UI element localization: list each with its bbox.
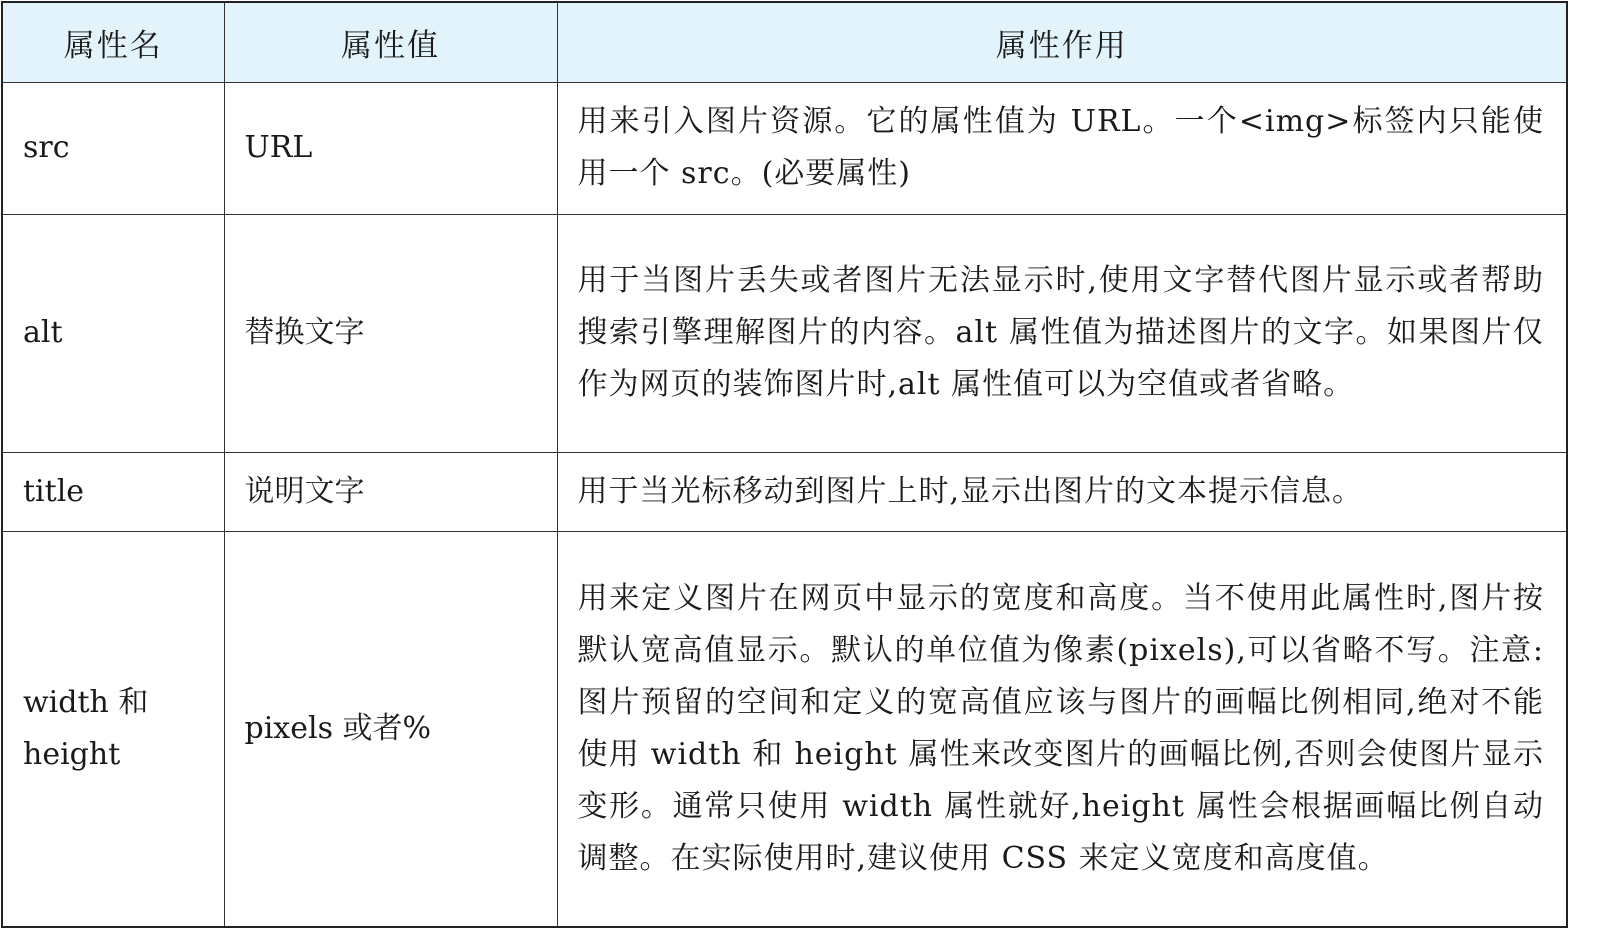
attribute-description-cell: 用来定义图片在网页中显示的宽度和高度。当不使用此属性时,图片按默认宽高值显示。默认的单位值为像素(pixels),可以省略不写。注意:图片预留的空间和定义的宽高值应该与图片的画幅比例相同,绝对不能使用 width 和 height 属性来改变图片的画幅比例,否则会使图片显示变形。通常只使用 width 属性就好,height 属性会根据画幅比例自动调整。在实际使用时,建议使用 CSS 来定义宽度和高度值。 [557, 531, 1567, 927]
attribute-description-cell: 用来引入图片资源。它的属性值为 URL。一个<img>标签内只能使用一个 src。(必要属性) [557, 82, 1567, 214]
attribute-value-cell: URL [224, 82, 557, 214]
table-header-row [2, 2, 1567, 82]
attribute-name-cell: alt [2, 214, 224, 452]
attribute-name-cell: title [2, 452, 224, 531]
table-row [2, 531, 1567, 927]
table-row [2, 214, 1567, 452]
attribute-description-cell: 用于当光标移动到图片上时,显示出图片的文本提示信息。 [557, 452, 1567, 531]
table-row [2, 452, 1567, 531]
table-row [2, 82, 1567, 214]
attribute-value-cell: 说明文字 [224, 452, 557, 531]
attribute-name-cell: src [2, 82, 224, 214]
attribute-table-container [1, 1, 1566, 928]
header-attribute-name: 属性名 [2, 2, 224, 82]
attribute-value-cell: 替换文字 [224, 214, 557, 452]
attribute-value-cell: pixels 或者% [224, 531, 557, 927]
attribute-description-cell: 用于当图片丢失或者图片无法显示时,使用文字替代图片显示或者帮助搜索引擎理解图片的内容。alt 属性值为描述图片的文字。如果图片仅作为网页的装饰图片时,alt 属性值可以为空值或者省略。 [557, 214, 1567, 452]
attribute-name-cell: width 和 height [2, 531, 224, 927]
header-attribute-value: 属性值 [224, 2, 557, 82]
attribute-table [1, 1, 1568, 928]
header-attribute-purpose: 属性作用 [557, 2, 1567, 82]
